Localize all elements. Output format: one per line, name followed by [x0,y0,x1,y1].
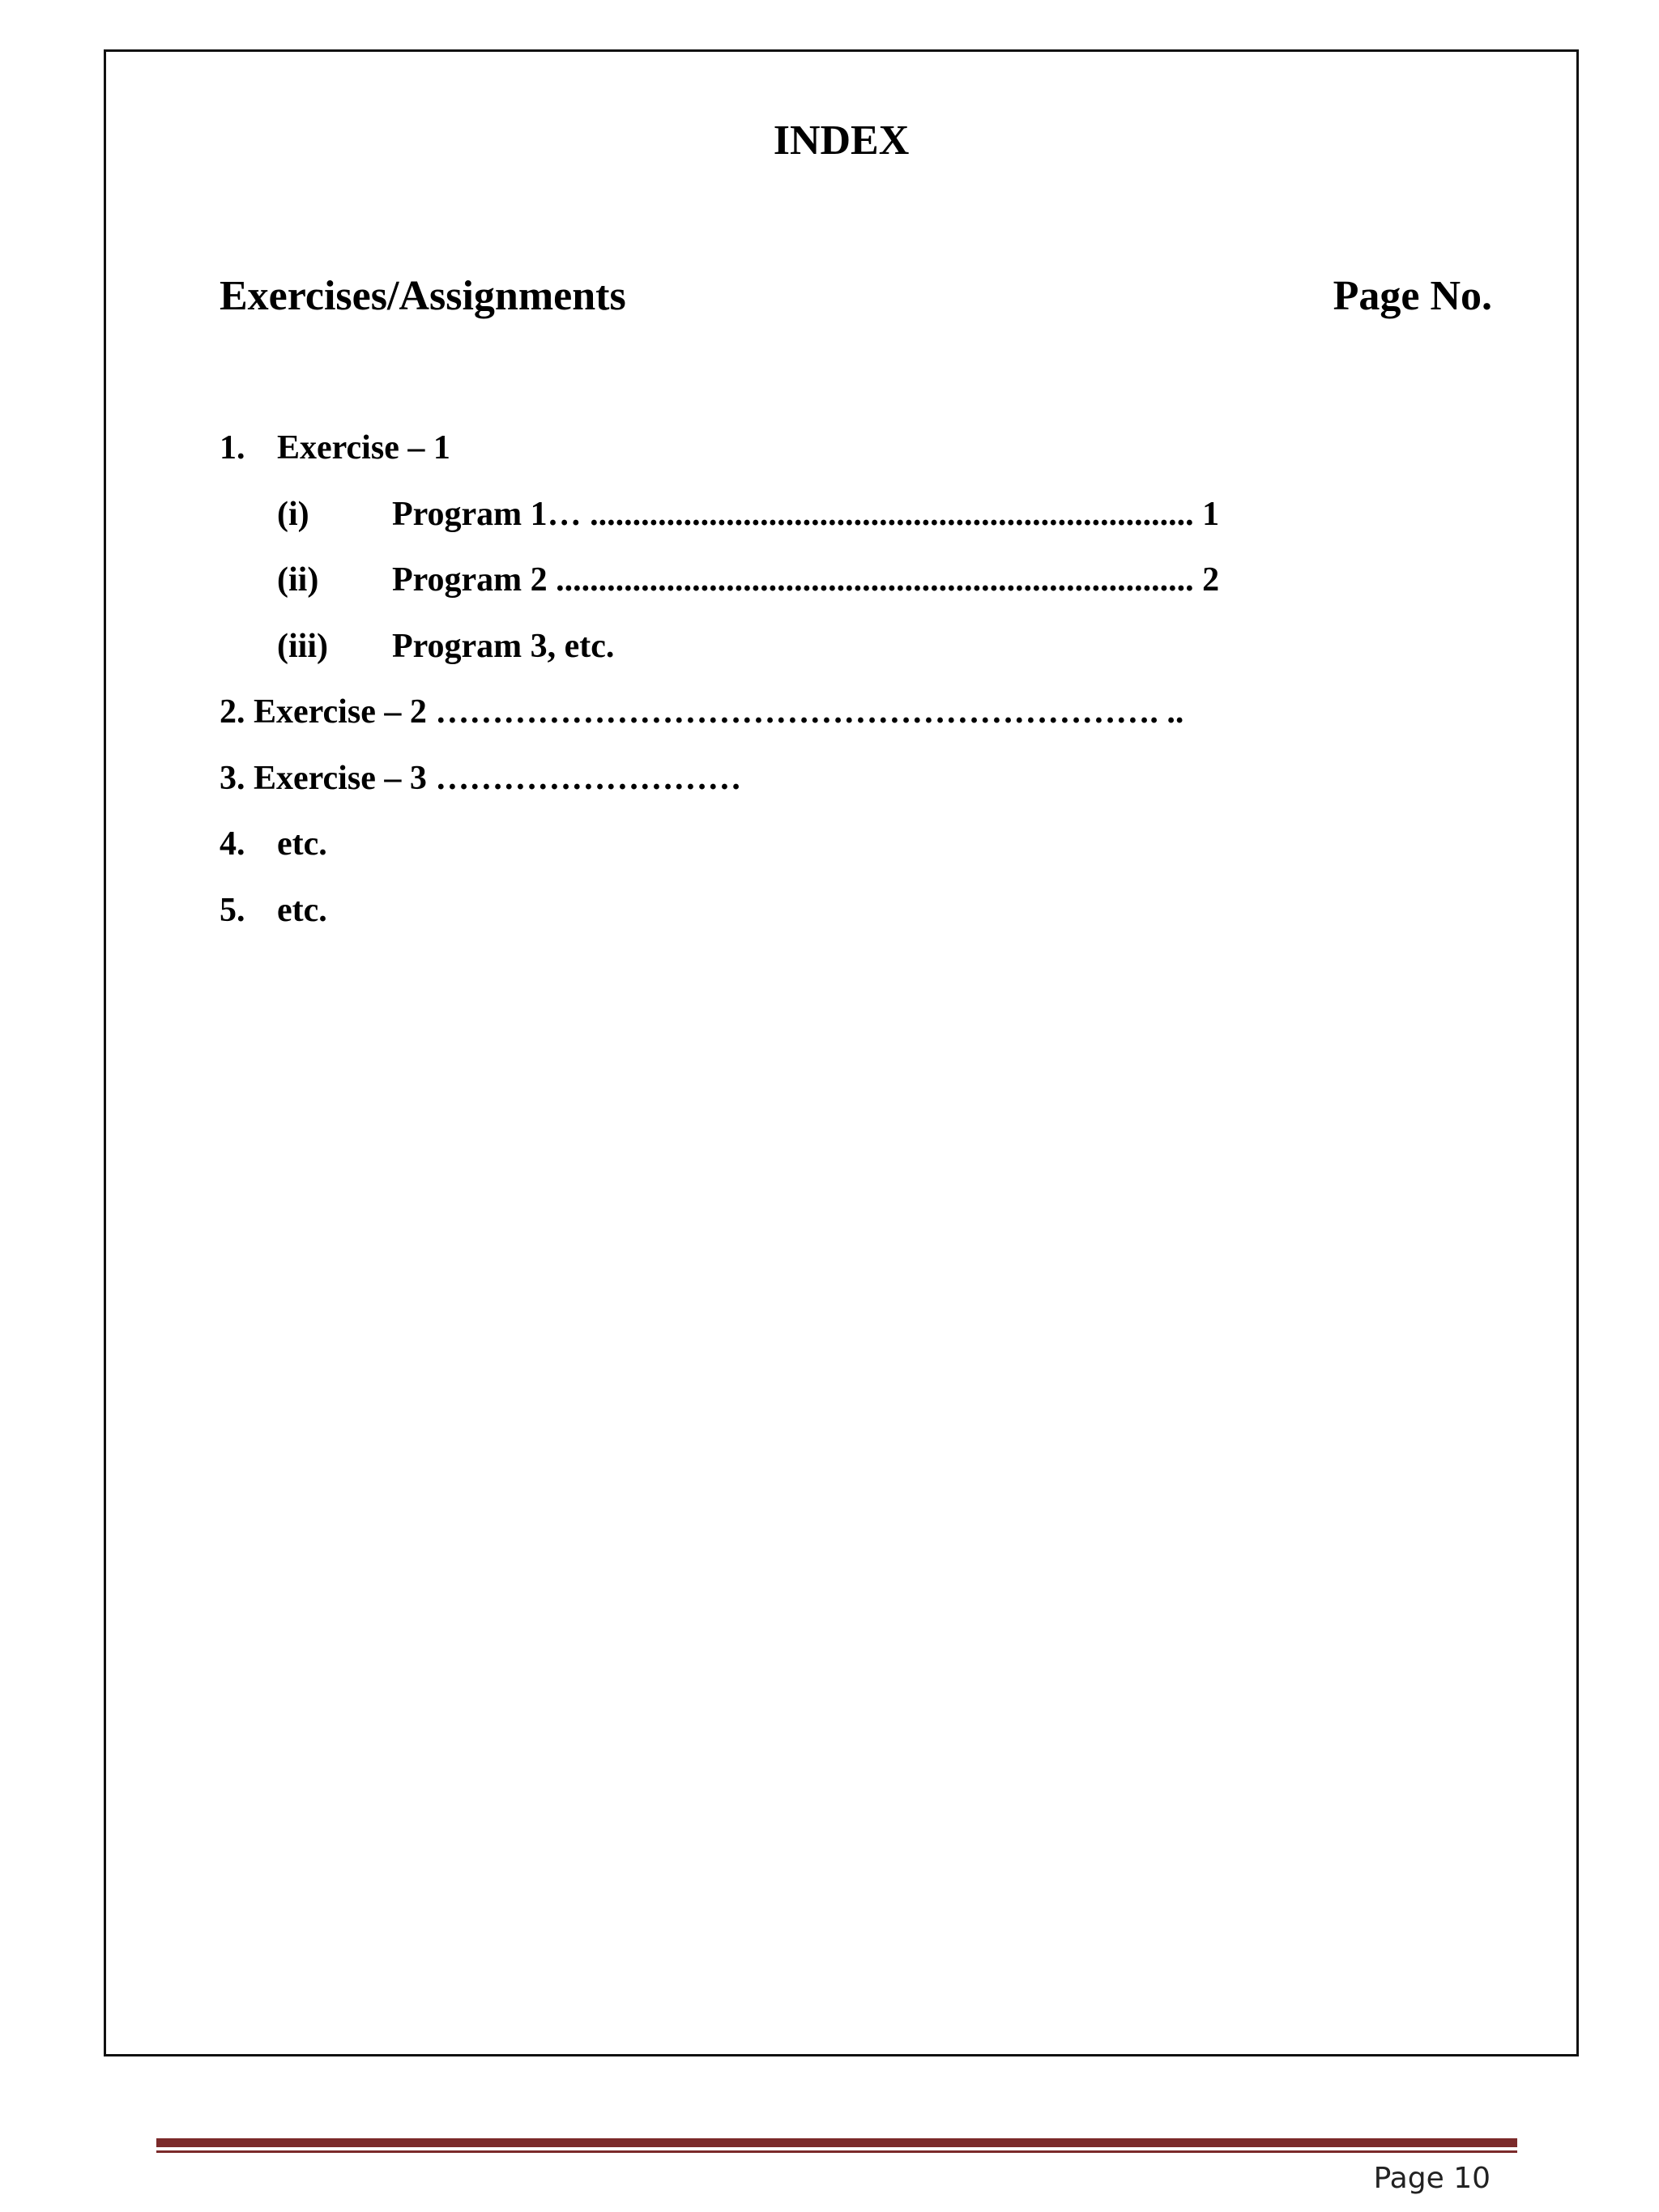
list-item [220,431,450,465]
list-item-label: 3. Exercise – 3 ……………………… [220,760,742,797]
page-number: Page 10 [1373,2162,1491,2195]
sub-item-label: Program 3, etc. [392,628,615,665]
sub-item-label: Program 1… ....................................................................... 1 [392,496,1220,533]
list-item [220,695,1183,729]
list-item-number: 5. [220,892,245,929]
list-item-number: 1. [220,429,245,467]
column-header-exercises: Exercises/Assignments [220,273,626,319]
footer-rule-thin [156,2150,1517,2153]
sub-item-label: Program 2 ........................................................................... 2 [392,561,1220,599]
list-item [220,761,741,795]
list-item-label: etc. [277,825,327,863]
sub-item-numeral: (ii) [277,561,319,599]
sub-item-numeral: (i) [277,496,309,533]
list-item-label: etc. [277,892,327,929]
list-item-label: Exercise – 1 [277,429,450,467]
list-item [220,893,327,927]
list-item-number: 4. [220,825,245,863]
footer-rule [156,2138,1517,2147]
list-item-label: 2. Exercise – 2 ………………………………………………………. .. [220,693,1184,731]
list-item [220,827,327,861]
sub-item-numeral: (iii) [277,628,328,665]
column-header-page-no: Page No. [1333,273,1492,319]
page-title: INDEX [773,117,910,164]
page-border [104,49,1579,2056]
